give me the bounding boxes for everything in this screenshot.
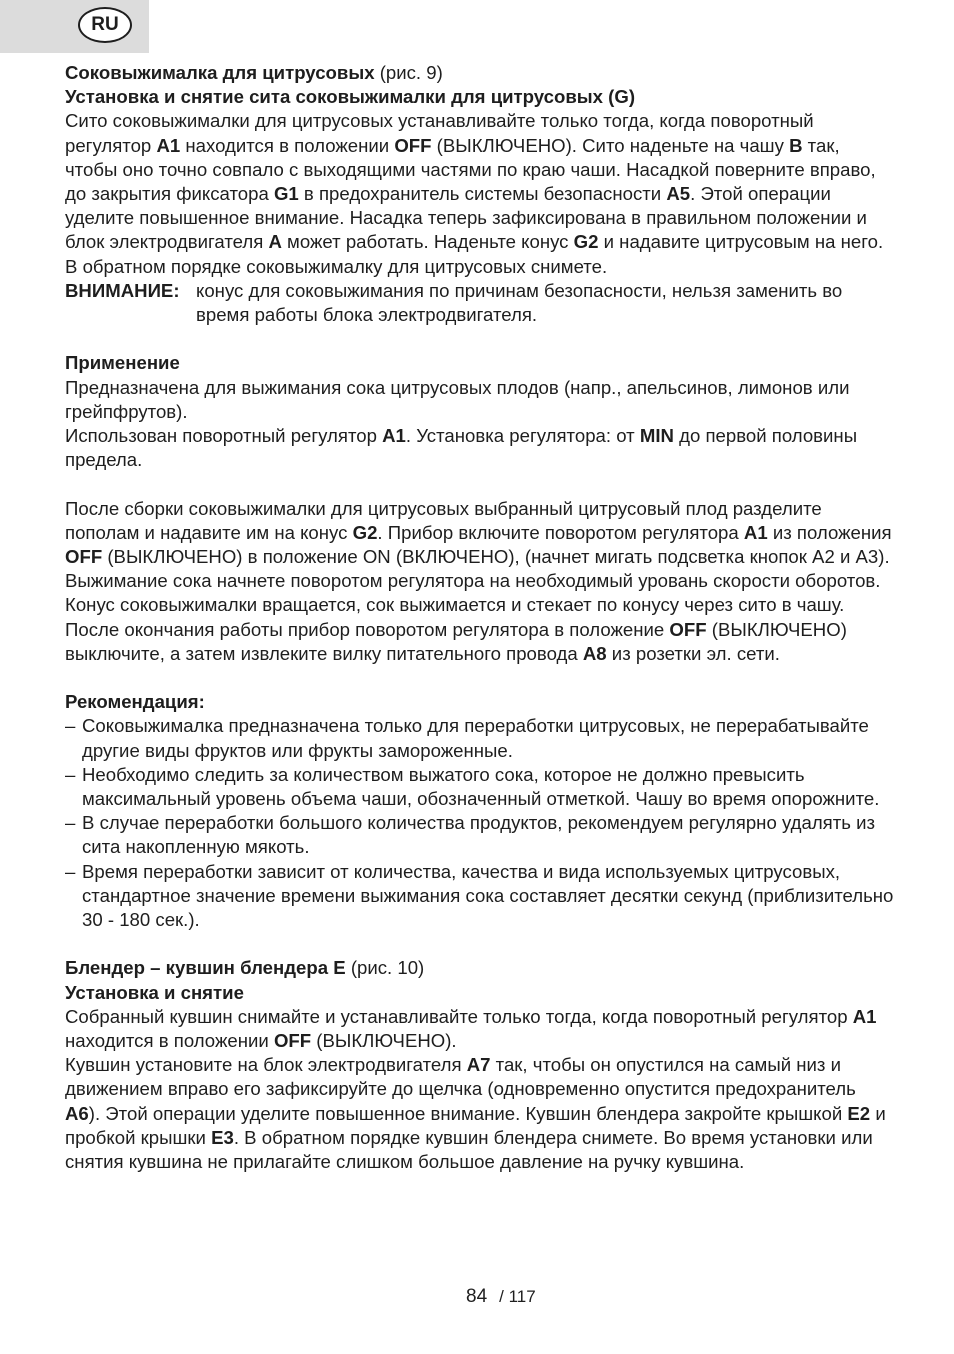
section-title-citrus: Соковыжималка для цитрусовых (рис. 9) — [65, 62, 443, 83]
page-content — [65, 61, 895, 1174]
paragraph: Предназначена для выжимания сока цитрусовых плодов (напр., апельсинов, лимонов или грейпфрутов). — [65, 376, 850, 422]
warning-text: конус для соковыжимания по причинам безопасности, нельзя заменить во время работы блока электродвигателя. — [196, 279, 843, 326]
paragraph: После сборки соковыжималки для цитрусовых выбранный цитрусовый плод разделите пополам и надавите им на конус G2. Прибор включите поворотом регулятора A1 из положения OFF (ВЫКЛЮЧЕНО) в положение ON (ВКЛЮЧЕНО), (начнет мигать подсветка кнопок A2 и A3). Выжимание сока начнете поворотом регулятора на необходимый уровань скорости оборотов. Конус соковыжималки вращается, сок выжимается и стекает по конусу через сито в чашу. После окончания работы прибор поворотом регулятора в положение OFF (ВЫКЛЮЧЕНО) выключите, а затем извлеките вилку питательного провода A8 из розетки эл. сети. — [65, 497, 892, 664]
current-page: 84 — [466, 1286, 488, 1307]
page-number — [466, 1286, 586, 1308]
list-item: – Соковыжималка предназначена только для переработки цитрусовых, не перерабатывайте другие виды фруктов или фрукты замороженные. — [65, 714, 895, 762]
section-subtitle-blender-install: Установка и снятие — [65, 981, 244, 1003]
paragraph: Собранный кувшин снимайте и устанавливайте только тогда, когда поворотный регулятор A1 находится в положении OFF (ВЫКЛЮЧЕНО). — [65, 1005, 877, 1052]
language-tab — [0, 0, 149, 53]
section-title-recommendation: Рекомендация: — [65, 691, 205, 713]
section-subtitle-citrus-sieve: Установка и снятие сита соковыжималки для цитрусовых (G) — [65, 86, 636, 108]
list-item: – Необходимо следить за количеством выжатого сока, которое не должно превысить максимальный уровень объема чаши, обозначенный отметкой. Чашу во время опорожните. — [65, 763, 895, 811]
warning-label: ВНИМАНИЕ: — [65, 279, 180, 301]
section-title-usage: Применение — [65, 352, 180, 374]
list-item: – Время переработки зависит от количества, качества и вида используемых цитрусовых, стандартное значение времени выжимания сока составляет десятки секунд (приблизительно 30 - 180 сек.). — [65, 860, 895, 933]
language-badge: RU — [78, 7, 132, 43]
list-item: – В случае переработки большого количества продуктов, рекомендуем регулярно удалять из сита накопленную мякоть. — [65, 811, 895, 859]
total-pages: / 117 — [499, 1287, 536, 1306]
paragraph: Использован поворотный регулятор A1. Установка регулятора: от MIN до первой половины предела. — [65, 425, 858, 471]
paragraph: Сито соковыжималки для цитрусовых устанавливайте только тогда, когда поворотный регулятор A1 находится в положении OFF (ВЫКЛЮЧЕНО). Сито наденьте на чашу B так, чтобы оно точно совпало с выходящими частями по краю чаши. Насадкой поверните вправо, до закрытия фиксатора G1 в предохранитель системы безопасности A5. Этой операции уделите повышенное внимание. Насадка теперь зафиксирована в правильном положении и блок электродвигателя A может работать. Наденьте конус G2 и надавите цитрусовым на него. — [65, 110, 884, 253]
section-title-blender: Блендер – кувшин блендера E (рис. 10) — [65, 957, 425, 979]
paragraph: В обратном порядке соковыжималку для цитрусовых снимете. — [65, 255, 608, 277]
paragraph: Кувшин установите на блок электродвигателя A7 так, чтобы он опустился на самый низ и движением вправо его зафиксируйте до щелчка (одновременно опустится предохранитель A6). Этой операции уделите повышенное внимание. Кувшин блендера закройте крышкой E2 и пробкой крышки E3. В обратном порядке кувшин блендера снимете. Во время установки или снятия кувшина не прилагайте слишком большое давление на ручку кувшина. — [65, 1054, 886, 1173]
warning-note — [65, 279, 895, 327]
recommendation-list — [65, 714, 895, 932]
